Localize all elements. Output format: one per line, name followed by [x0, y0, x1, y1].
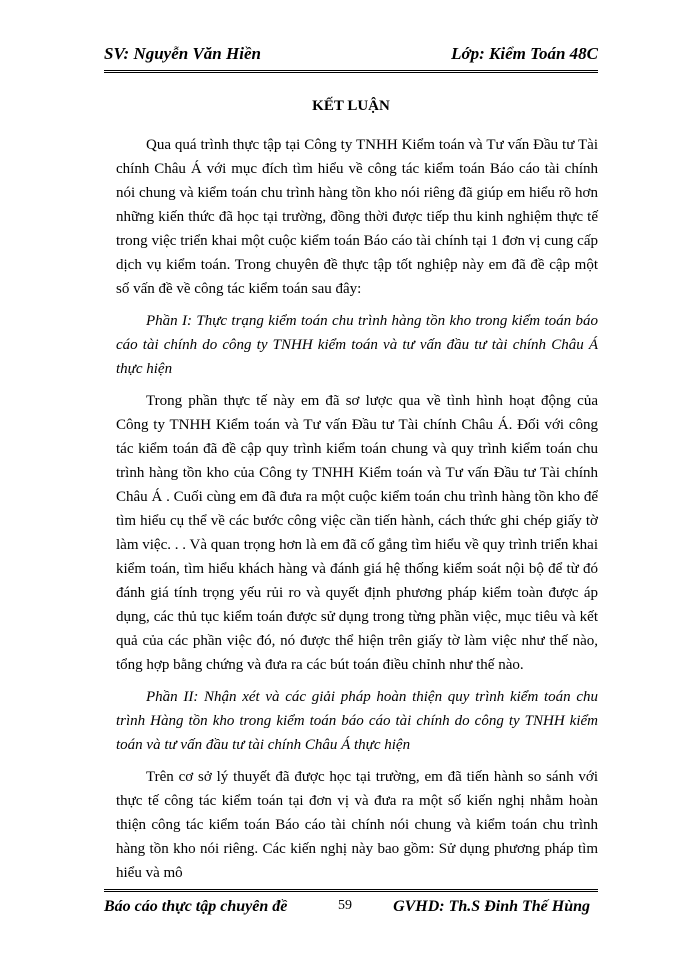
- section-title: KẾT LUẬN: [312, 98, 390, 114]
- paragraph-part-1-heading: Phần I: Thực trạng kiểm toán chu trình hàng tồn kho trong kiểm toán báo cáo tài chính do công ty TNHH kiểm toán và tư vấn đầu tư tài chính Châu Á thực hiện: [116, 313, 598, 377]
- header-student-name: SV: Nguyễn Văn Hiền: [104, 44, 261, 63]
- paragraph-intro: Qua quá trình thực tập tại Công ty TNHH Kiểm toán và Tư vấn Đầu tư Tài chính Châu Á với mục đích tìm hiểu về công tác kiểm toán Báo cáo tài chính nói chung và kiểm toán chu trình hàng tồn kho nói riêng đã giúp em hiểu rõ hơn những kiến thức đã học tại trường, đồng thời được tiếp thu kinh nghiệm thực tế trong việc triển khai một cuộc kiểm toán Báo cáo tài chính tại 1 đơn vị cung cấp dịch vụ kiểm toán. Trong chuyên đề thực tập tốt nghiệp này em đã đề cập một số vấn đề về công tác kiểm toán sau đây:: [116, 137, 598, 297]
- page-header: [104, 44, 598, 73]
- page-footer: [104, 889, 598, 920]
- footer-page-number: 59: [338, 898, 352, 913]
- paragraph-part-2-heading: Phần II: Nhận xét và các giải pháp hoàn thiện quy trình kiểm toán chu trình Hàng tồn kho trong kiểm toán báo cáo tài chính do công ty TNHH kiểm toán và tư vấn đầu tư tài chính Châu Á thực hiện: [116, 689, 598, 753]
- footer-report-title: Báo cáo thực tập chuyên đề: [104, 898, 288, 915]
- paragraph-part-1-body: Trong phần thực tế này em đã sơ lược qua về tình hình hoạt động của Công ty TNHH Kiểm toán và Tư vấn Đầu tư Tài chính Châu Á. Đối với công tác kiểm toán đã đề cập quy trình kiểm toán chung và quy trình kiểm toán chu trình hàng tồn kho của Công ty TNHH Kiểm toán và Tư vấn Đầu tư Tài chính Châu Á . Cuối cùng em đã đưa ra một cuộc kiểm toán chu trình hàng tồn kho để tìm hiểu cụ thể về các bước công việc cần tiến hành, cách thức ghi chép giấy tờ làm việc. . . Và quan trọng hơn là em đã cố gắng tìm hiểu về quy trình triển khai kiểm toán, tìm hiểu khách hàng và đánh giá hệ thống kiểm soát nội bộ để từ đó đánh giá tính trọng yếu rủi ro và quyết định phương pháp kiểm toàn được áp dụng, các thủ tục kiểm toán được sử dụng trong từng phần việc, mục tiêu và kết quả của các phần việc đó, nó được thể hiện trên giấy tờ làm việc như thế nào, tổng hợp bằng chứng và đưa ra các bút toán điều chỉnh như thế nào.: [116, 393, 598, 673]
- footer-supervisor: GVHD: Th.S Đinh Thế Hùng: [393, 898, 590, 915]
- paragraph-part-2-body: Trên cơ sở lý thuyết đã được học tại trường, em đã tiến hành so sánh với thực tế công tác kiểm toán tại đơn vị và đưa ra một số kiến nghị nhằm hoàn thiện công tác kiểm toán Báo cáo tài chính nói chung và kiểm toán chu trình hàng tồn kho nói riêng. Các kiến nghị này bao gồm: Sử dụng phương pháp tìm hiểu và mô: [116, 769, 598, 881]
- header-class-name: Lớp: Kiểm Toán 48C: [451, 44, 598, 63]
- document-body: [116, 133, 598, 893]
